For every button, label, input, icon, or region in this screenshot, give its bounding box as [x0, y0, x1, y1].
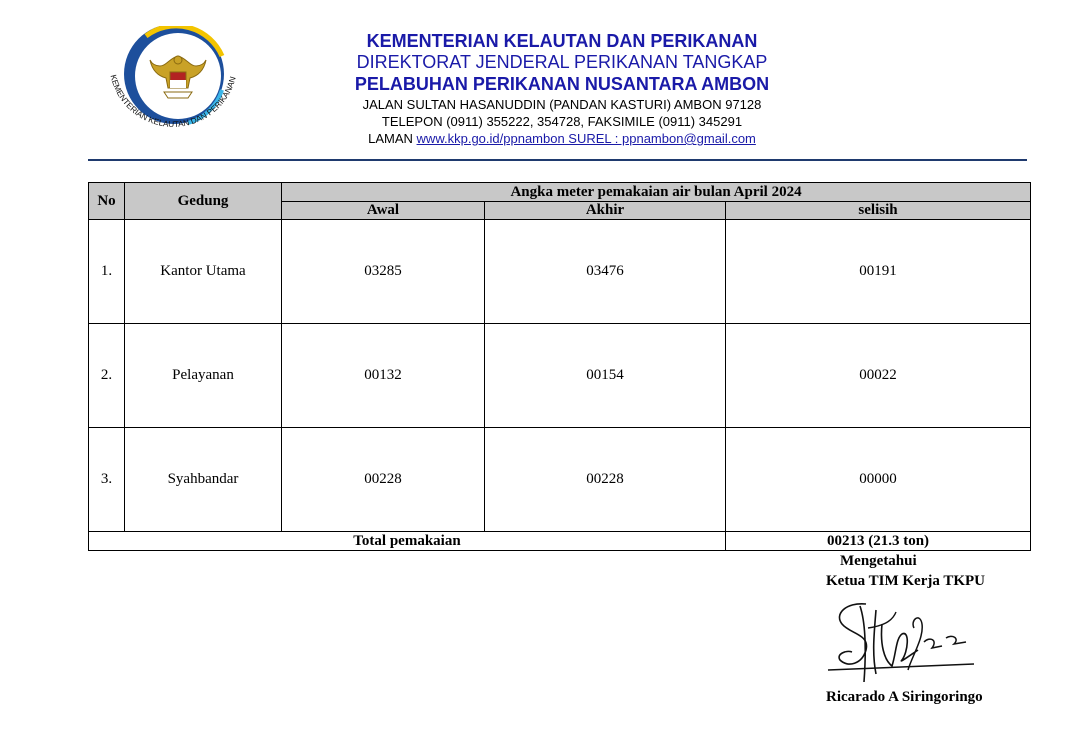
cell-akhir: 03476	[485, 220, 726, 324]
handwritten-signature	[826, 594, 986, 686]
total-value: 00213 (21.3 ton)	[726, 532, 1031, 551]
directorate-name: DIREKTORAT JENDERAL PERIKANAN TANGKAP	[356, 52, 768, 72]
port-name: PELABUHAN PERIKANAN NUSANTARA AMBON	[354, 74, 770, 94]
table-row	[89, 220, 1031, 324]
cell-awal: 00132	[282, 324, 485, 428]
cell-akhir: 00154	[485, 324, 726, 428]
cell-awal: 03285	[282, 220, 485, 324]
total-row	[89, 532, 1031, 551]
cell-no: 2.	[89, 324, 125, 428]
cell-selisih: 00000	[726, 428, 1031, 532]
cell-no: 1.	[89, 220, 125, 324]
logo-ring-text: KEMENTERIAN KELAUTAN DAN PERIKANAN	[108, 73, 238, 129]
col-header-selisih: selisih	[726, 202, 1031, 220]
ministry-name: KEMENTERIAN KELAUTAN DAN PERIKANAN	[366, 31, 758, 51]
col-header-gedung: Gedung	[125, 183, 282, 220]
address-line: JALAN SULTAN HASANUDDIN (PANDAN KASTURI) AMBON 97128	[362, 97, 762, 112]
phone-line: TELEPON (0911) 355222, 354728, FAKSIMILE (0911) 345291	[381, 114, 743, 129]
water-meter-table	[88, 182, 1031, 551]
cell-gedung: Kantor Utama	[125, 220, 282, 324]
cell-gedung: Syahbandar	[125, 428, 282, 532]
col-header-no: No	[89, 183, 125, 220]
cell-awal: 00228	[282, 428, 485, 532]
letterhead-divider	[88, 159, 1027, 161]
cell-selisih: 00022	[726, 324, 1031, 428]
cell-no: 3.	[89, 428, 125, 532]
col-header-awal: Awal	[282, 202, 485, 220]
cell-gedung: Pelayanan	[125, 324, 282, 428]
cell-akhir: 00228	[485, 428, 726, 532]
acknowledged-label: Mengetahui	[840, 553, 917, 569]
table-row	[89, 428, 1031, 532]
signer-name: Ricarado A Siringoringo	[826, 689, 983, 705]
group-header: Angka meter pemakaian air bulan April 2024	[282, 183, 1031, 202]
letterhead	[300, 31, 824, 147]
kkp-logo	[98, 26, 246, 146]
web-prefix: LAMAN	[368, 131, 413, 146]
signer-position: Ketua TIM Kerja TKPU	[826, 573, 986, 589]
col-header-akhir: Akhir	[485, 202, 726, 220]
table-row	[89, 324, 1031, 428]
web-line	[300, 130, 824, 147]
total-label: Total pemakaian	[89, 532, 726, 551]
web-link[interactable]: www.kkp.go.id/ppnambon SUREL : ppnambon@gmail.com	[416, 131, 756, 146]
cell-selisih: 00191	[726, 220, 1031, 324]
header-row-1	[89, 183, 1031, 202]
